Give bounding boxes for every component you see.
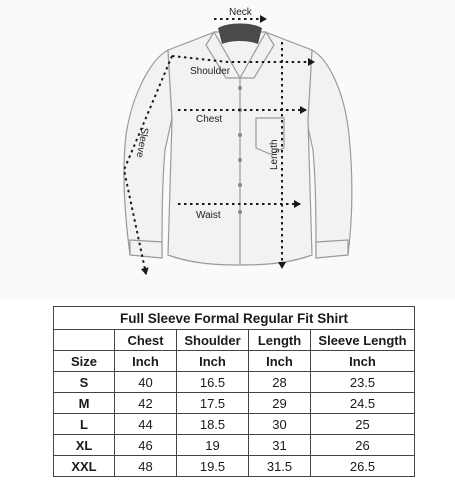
size-cell: XL [54, 435, 115, 456]
collar-inner [218, 24, 262, 45]
table-row [54, 372, 415, 393]
sleeve-length-cell: 26 [311, 435, 415, 456]
length-cell: 29 [249, 393, 311, 414]
size-cell: S [54, 372, 115, 393]
sleeve-length-cell: 24.5 [311, 393, 415, 414]
table-row [54, 414, 415, 435]
table-row [54, 435, 415, 456]
length-label: Length [269, 139, 280, 170]
shoulder-cell: 19.5 [177, 456, 249, 477]
shoulder-label: Shoulder [190, 66, 231, 77]
table-row [54, 456, 415, 477]
size-cell: L [54, 414, 115, 435]
chest-cell: 46 [115, 435, 177, 456]
table-title: Full Sleeve Formal Regular Fit Shirt [54, 307, 415, 330]
size-cell: M [54, 393, 115, 414]
unit-length: Inch [249, 351, 311, 372]
chest-cell: 40 [115, 372, 177, 393]
shoulder-cell: 17.5 [177, 393, 249, 414]
column-header-shoulder: Shoulder [177, 330, 249, 351]
sleeve-length-cell: 26.5 [311, 456, 415, 477]
sleeve-length-cell: 23.5 [311, 372, 415, 393]
unit-chest: Inch [115, 351, 177, 372]
column-header-sleeve-length: Sleeve Length [311, 330, 415, 351]
unit-shoulder: Inch [177, 351, 249, 372]
length-cell: 31.5 [249, 456, 311, 477]
chest-cell: 48 [115, 456, 177, 477]
unit-sleeve-length: Inch [311, 351, 415, 372]
length-cell: 28 [249, 372, 311, 393]
size-header: Size [54, 351, 115, 372]
column-header-length: Length [249, 330, 311, 351]
size-cell: XXL [54, 456, 115, 477]
size-chart [53, 306, 415, 477]
sleeve-label: Sleeve [133, 126, 150, 159]
shoulder-cell: 16.5 [177, 372, 249, 393]
column-header-chest: Chest [115, 330, 177, 351]
shoulder-cell: 18.5 [177, 414, 249, 435]
shoulder-cell: 19 [177, 435, 249, 456]
waist-label: Waist [196, 210, 221, 221]
chest-cell: 42 [115, 393, 177, 414]
table-row [54, 393, 415, 414]
length-cell: 30 [249, 414, 311, 435]
sleeve-length-cell: 25 [311, 414, 415, 435]
shirt-illustration [124, 32, 352, 265]
chest-label: Chest [196, 114, 223, 125]
chest-cell: 44 [115, 414, 177, 435]
neck-label: Neck [229, 7, 252, 18]
size-table [53, 306, 415, 477]
size-header-spacer [54, 330, 115, 351]
length-cell: 31 [249, 435, 311, 456]
